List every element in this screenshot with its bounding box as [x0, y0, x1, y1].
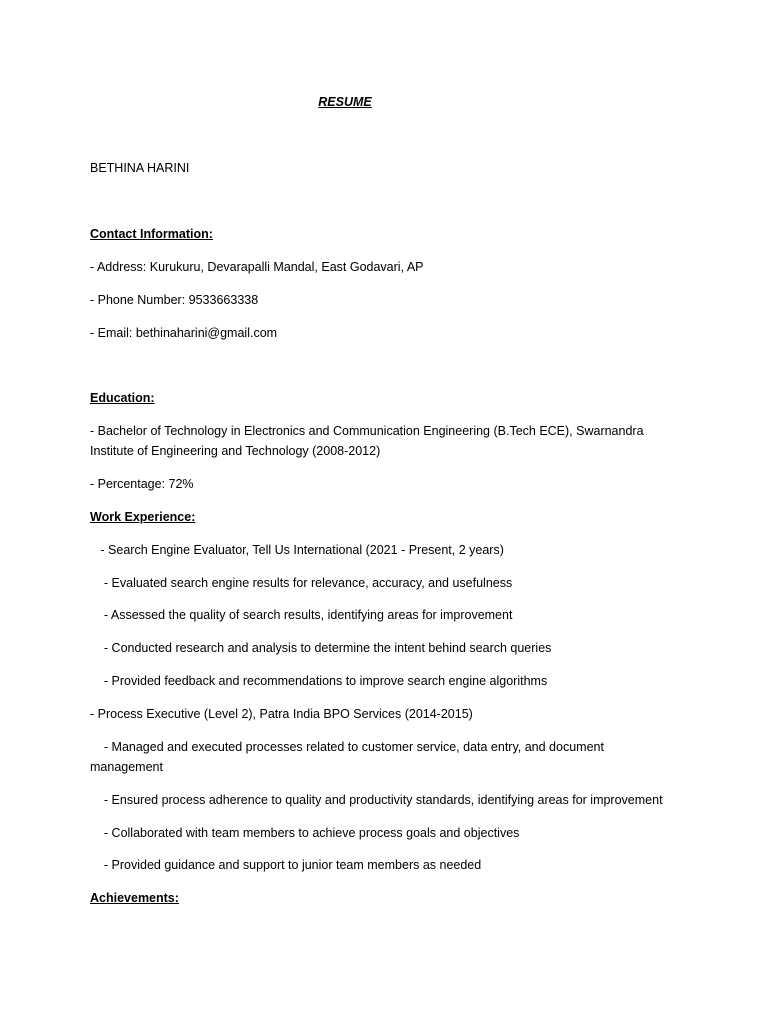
candidate-name: BETHINA HARINI: [90, 161, 190, 175]
work-heading: Work Experience:: [90, 510, 196, 524]
contact-address: - Address: Kurukuru, Devarapalli Mandal, East Godavari, AP: [90, 260, 424, 274]
education-degree: - Bachelor of Technology in Electronics and Communication Engineering (B.Tech ECE), Swarnandra Institute of Engineering and Technology (2008-2012): [90, 424, 648, 458]
contact-email: - Email: bethinaharini@gmail.com: [90, 326, 278, 340]
job2-bullet: - Ensured process adherence to quality and productivity standards, identifying areas for improvement: [90, 793, 663, 807]
job1-bullet: - Conducted research and analysis to determine the intent behind search queries: [90, 641, 552, 655]
achievements-heading: Achievements:: [90, 891, 179, 905]
contact-heading: Contact Information:: [90, 227, 213, 241]
job1-bullet: - Evaluated search engine results for relevance, accuracy, and usefulness: [90, 576, 513, 590]
education-percentage: - Percentage: 72%: [90, 477, 194, 491]
job1-bullet: - Assessed the quality of search results, identifying areas for improvement: [90, 608, 513, 622]
job-title-1: - Search Engine Evaluator, Tell Us International (2021 - Present, 2 years): [90, 543, 504, 557]
resume-title: RESUME: [318, 95, 372, 109]
job1-bullet: - Provided feedback and recommendations to improve search engine algorithms: [90, 674, 548, 688]
job2-bullet: - Provided guidance and support to junior team members as needed: [90, 858, 482, 872]
contact-phone: - Phone Number: 9533663338: [90, 293, 259, 307]
job2-bullet: - Collaborated with team members to achieve process goals and objectives: [90, 826, 520, 840]
job2-bullet: - Managed and executed processes related to customer service, data entry, and document management: [90, 740, 608, 774]
job-title-2: - Process Executive (Level 2), Patra India BPO Services (2014-2015): [90, 707, 473, 721]
education-heading: Education:: [90, 391, 155, 405]
